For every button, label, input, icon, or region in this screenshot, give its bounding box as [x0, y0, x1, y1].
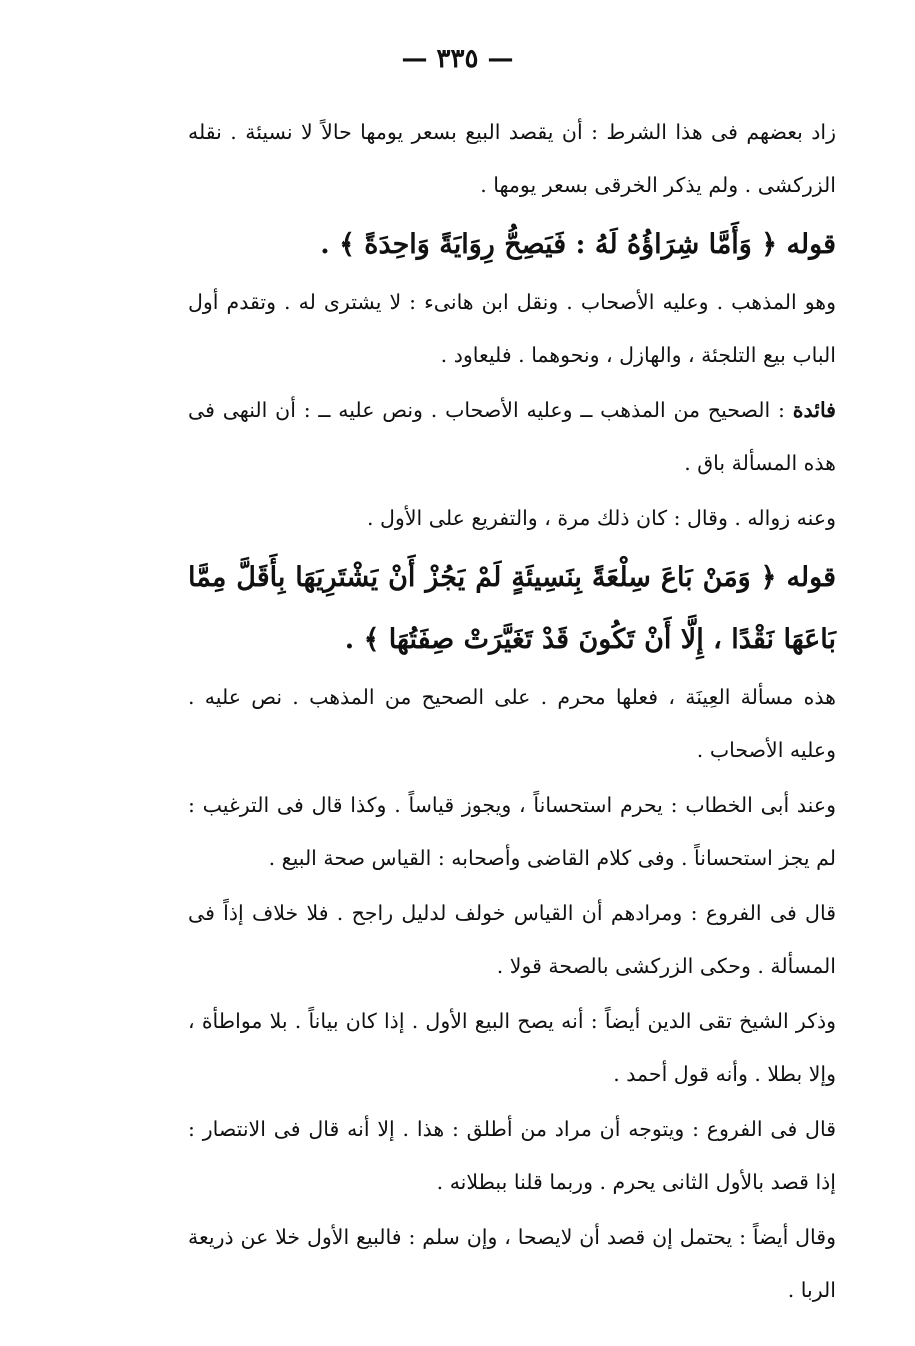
note-text: : الصحيح من المذهب ــ وعليه الأصحاب . ونص عليه ــ : أن النهى فى هذه المسألة باق . — [188, 398, 836, 475]
page-body — [188, 106, 836, 1319]
quoted-text-2: قوله ﴿ وَمَنْ بَاعَ سِلْعَةً بِنَسِيئَةٍ لَمْ يَجُزْ أَنْ يَشْتَرِيَهَا بِأَقَلَّ مِمَّا بَاعَهَا نَقْدًا ، إِلَّا أَنْ تَكُونَ قَدْ تَغَيَّرَتْ صِفَتُهَا ﴾ . — [188, 562, 836, 655]
paragraph-3: وعنه زواله . وقال : كان ذلك مرة ، والتفريع على الأول . — [367, 506, 836, 530]
paragraph-note — [188, 384, 836, 490]
paragraph-7: وذكر الشيخ تقى الدين أيضاً : أنه يصح البيع الأول . إذا كان بياناً . بلا مواطأة ، وإلا بطلا . وأنه قول أحمد . — [188, 1009, 836, 1086]
paragraph-8: قال فى الفروع : ويتوجه أن مراد من أطلق : هذا . إلا أنه قال فى الانتصار : إذا قصد بالأول الثانى يحرم . وربما قلنا ببطلانه . — [188, 1117, 836, 1194]
paragraph-9: وقال أيضاً : يحتمل إن قصد أن لايصحا ، وإن سلم : فالبيع الأول خلا عن ذريعة الربا . — [188, 1225, 836, 1302]
paragraph-6: قال فى الفروع : ومرادهم أن القياس خولف لدليل راجح . فلا خلاف إذاً فى المسألة . وحكى الزركشى بالصحة قولا . — [188, 901, 836, 978]
quoted-text-1: قوله ﴿ وَأَمَّا شِرَاؤُهُ لَهُ : فَيَصِحُّ رِوَايَةً وَاحِدَةً ﴾ . — [320, 229, 836, 260]
paragraph-4: هذه مسألة العِينَة ، فعلها محرم . على الصحيح من المذهب . نص عليه . وعليه الأصحاب . — [188, 685, 836, 762]
paragraph-1: زاد بعضهم فى هذا الشرط : أن يقصد البيع بسعر يومها حالاً لا نسيئة . نقله الزركشى . ولم يذكر الخرقى بسعر يومها . — [188, 120, 836, 197]
paragraph-5: وعند أبى الخطاب : يحرم استحساناً ، ويجوز قياساً . وكذا قال فى الترغيب : لم يجز استحساناً . وفى كلام القاضى وأصحابه : القياس صحة البيع . — [188, 793, 836, 870]
paragraph-2: وهو المذهب . وعليه الأصحاب . ونقل ابن هانىء : لا يشترى له . وتقدم أول الباب بيع التلجئة ، والهازل ، ونحوهما . فليعاود . — [188, 290, 836, 367]
page-number: — ٣٣٥ — — [401, 44, 514, 74]
note-lead: فائدة — [792, 398, 836, 422]
